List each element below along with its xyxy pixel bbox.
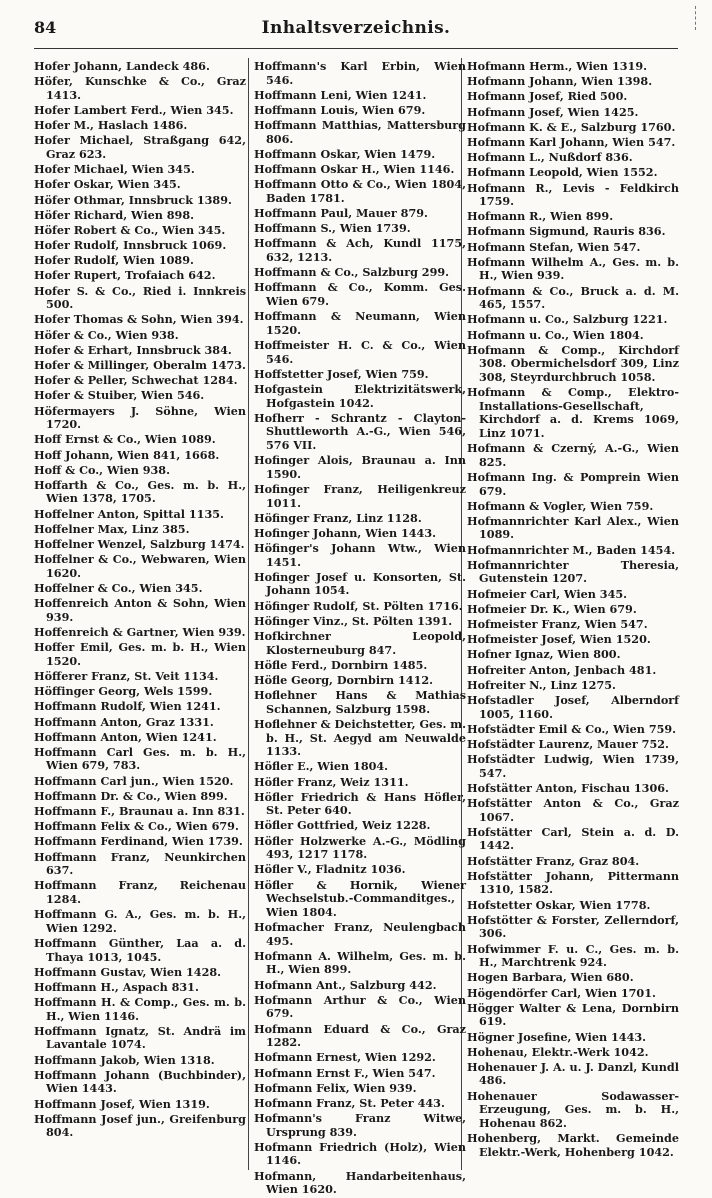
index-entry: Hofmann Ernst F., Wien 547. <box>254 1065 436 1080</box>
index-entry: Hoffmann Rudolf, Wien 1241. <box>34 699 221 714</box>
index-entry: Hofmann L., Nußdorf 836. <box>467 150 633 165</box>
index-entry: Hofmann Leopold, Wien 1552. <box>467 165 658 180</box>
index-entry: Hofer Johann, Landeck 486. <box>34 59 210 73</box>
index-entry: Hoffer Emil, Ges. m. b. H., Wien 1520. <box>34 640 246 668</box>
column-divider <box>248 58 249 1170</box>
index-entry: Hofmann u. Co., Wien 1804. <box>467 327 644 342</box>
index-entry: Hofmann Karl Johann, Wien 547. <box>467 134 676 149</box>
index-entry: Hogen Barbara, Wien 680. <box>467 970 634 985</box>
index-entry: Hofstädter Laurenz, Mauer 752. <box>467 736 669 751</box>
index-entry: Hoffmann S., Wien 1739. <box>254 221 411 236</box>
index-entry: Höfler Gottfried, Weiz 1228. <box>254 818 431 833</box>
index-entry: Högendörfer Carl, Wien 1701. <box>467 985 656 1000</box>
index-entry: Hoffelner Anton, Spittal 1135. <box>34 506 224 521</box>
index-entry: Hoffmann & Neumann, Wien 1520. <box>254 309 466 337</box>
index-entry: Hoffmann Paul, Mauer 879. <box>254 206 428 221</box>
index-entry: Hofer Lambert Ferd., Wien 345. <box>34 102 234 117</box>
index-entry: Hofmannrichter Theresia, Gutenstein 1207. <box>467 557 679 586</box>
index-entry: Hofstädter Ludwig, Wien 1739, 547. <box>467 752 679 780</box>
index-entry: Hoffmann Dr. & Co., Wien 899. <box>34 788 228 803</box>
index-entry: Hofmann Herm., Wien 1319. <box>467 59 647 73</box>
index-entry: Hohenauer J. A. u. J. Danzl, Kundl 486. <box>467 1059 679 1088</box>
index-entry: Höfer Othmar, Innsbruck 1389. <box>34 192 232 207</box>
index-entry: Höfler Franz, Weiz 1311. <box>254 774 409 789</box>
index-entry: Hofmeister Franz, Wien 547. <box>467 617 648 631</box>
index-entry: Hofstätter Anton & Co., Graz 1067. <box>467 796 679 824</box>
index-entry: Hofreiter Anton, Jenbach 481. <box>467 662 657 677</box>
page-title: Inhaltsverzeichnis. <box>261 18 451 38</box>
index-entry: Högger Walter & Lena, Dornbirn 619. <box>467 1000 679 1029</box>
index-entry: Hoffmann Carl jun., Wien 1520. <box>34 773 234 788</box>
index-entry: Hoffenreich Anton & Sohn, Wien 939. <box>34 596 246 624</box>
index-entry: Hofmann Sigmund, Rauris 836. <box>467 224 666 239</box>
index-entry: Hofstätter Franz, Graz 804. <box>467 853 640 868</box>
index-column-3 <box>467 60 679 1161</box>
index-entry: Hoffmann Oskar H., Wien 1146. <box>254 162 455 177</box>
index-entry: Hoffmann & Ach, Kundl 1175, 632, 1213. <box>254 236 466 265</box>
index-entry: Hoff & Co., Wien 938. <box>34 462 170 477</box>
index-entry: Hoffelner Wenzel, Salzburg 1474. <box>34 537 245 552</box>
index-entry: Höfer, Kunschke & Co., Graz 1413. <box>34 74 246 102</box>
index-entry: Hofmann's Franz Witwe, Ursprung 839. <box>254 1111 466 1139</box>
index-entry: Hoffmeister H. C. & Co., Wien 546. <box>254 338 466 366</box>
index-entry: Hoffmann Johann (Buchbinder), Wien 1443. <box>34 1067 246 1096</box>
index-entry: Hofmann Eduard & Co., Graz 1282. <box>254 1021 466 1050</box>
index-entry: Hoflehner Hans & Mathias Schannen, Salzburg 1598. <box>254 688 466 716</box>
index-entry: Hoffmann Ignatz, St. Andrä im Lavantale 1074. <box>34 1023 246 1052</box>
index-entry: Hoffmann Oskar, Wien 1479. <box>254 146 436 161</box>
index-entry: Hofer Oskar, Wien 345. <box>34 177 181 192</box>
index-entry: Hofherr - Schrantz - Clayton-Shuttleworth A.-G., Wien 546, 576 VII. <box>254 410 466 452</box>
page-header <box>34 18 678 42</box>
index-entry: Hoffelner Max, Linz 385. <box>34 521 190 536</box>
index-entry: Hofmeister Josef, Wien 1520. <box>467 632 651 647</box>
index-entry: Hofmann Friedrich (Holz), Wien 1146. <box>254 1139 466 1168</box>
index-entry: Hofmann Wilhelm A., Ges. m. b. H., Wien 939. <box>467 254 679 283</box>
index-entry: Hoffenreich & Gartner, Wien 939. <box>34 624 246 639</box>
index-entry: Hofmannrichter Karl Alex., Wien 1089. <box>467 513 679 542</box>
index-entry: Hofwimmer F. u. C., Ges. m. b. H., Marchtrenk 924. <box>467 941 679 970</box>
index-entry: Hoffmann H., Aspach 831. <box>34 979 199 994</box>
index-entry: Hofstätter Anton, Fischau 1306. <box>467 780 669 795</box>
index-entry: Hofmacher Franz, Neulengbach 495. <box>254 920 466 948</box>
index-entry: Hoffmann Franz, Neunkirchen 637. <box>34 849 246 878</box>
index-entry: Hoffmann Leni, Wien 1241. <box>254 87 427 102</box>
index-entry: Hofer Michael, Wien 345. <box>34 162 195 177</box>
index-entry: Hofreiter N., Linz 1275. <box>467 677 616 692</box>
index-entry: Hoflehner & Deichstetter, Ges. m. b. H., St. Aegyd am Neuwalde 1133. <box>254 716 466 759</box>
index-entry: Hofmann Franz, St. Peter 443. <box>254 1095 445 1110</box>
index-entry: Hoff Johann, Wien 841, 1668. <box>34 447 220 462</box>
index-entry: Hofer Rudolf, Wien 1089. <box>34 253 194 268</box>
index-entry: Hofmann Stefan, Wien 547. <box>467 239 641 254</box>
index-entry: Hohenau, Elektr.-Werk 1042. <box>467 1044 649 1059</box>
index-entry: Hofer Thomas & Sohn, Wien 394. <box>34 312 244 327</box>
index-entry: Hofer S. & Co., Ried i. Innkreis 500. <box>34 283 246 312</box>
index-entry: Hofer & Stuiber, Wien 546. <box>34 388 205 403</box>
index-entry: Hofmann Josef, Ried 500. <box>467 89 628 104</box>
index-entry: Hoffmann F., Braunau a. Inn 831. <box>34 804 245 819</box>
index-entry: Höfinger Vinz., St. Pölten 1391. <box>254 613 453 628</box>
index-entry: Höfinger Rudolf, St. Pölten 1716. <box>254 598 463 613</box>
index-entry: Hoffmann Louis, Wien 679. <box>254 102 426 117</box>
index-entry: Hofmann R., Levis - Feldkirch 1759. <box>467 180 679 209</box>
index-entry: Hoffmann Anton, Graz 1331. <box>34 714 214 729</box>
index-entry: Höfermayers J. Söhne, Wien 1720. <box>34 403 246 432</box>
index-entry: Hofer Rudolf, Innsbruck 1069. <box>34 238 227 253</box>
index-entry: Hofstetter Oskar, Wien 1778. <box>467 897 651 912</box>
index-entry: Hofmann Felix, Wien 939. <box>254 1080 417 1095</box>
index-column-1 <box>34 60 246 1142</box>
index-entry: Hofmann Johann, Wien 1398. <box>467 74 653 89</box>
index-entry: Hoffmann G. A., Ges. m. b. H., Wien 1292. <box>34 907 246 935</box>
index-entry: Hoffmann's Karl Erbin, Wien 546. <box>254 59 466 87</box>
index-entry: Hofner Ignaz, Wien 800. <box>467 647 621 662</box>
index-entry: Höfler & Hornik, Wiener Wechselstub.-Commanditges., Wien 1804. <box>254 877 466 919</box>
index-entry: Höfler E., Wien 1804. <box>254 759 389 774</box>
index-entry: Hofmann & Czerný, A.-G., Wien 825. <box>467 441 679 469</box>
index-entry: Högner Josefine, Wien 1443. <box>467 1029 647 1044</box>
index-entry: Hoffarth & Co., Ges. m. b. H., Wien 1378, 1705. <box>34 477 246 506</box>
margin-mark <box>695 6 698 30</box>
index-entry: Hofmann & Comp., Kirchdorf 308. Obermichelsdorf 309, Linz 308, Steyrdurchbruch 1058. <box>467 342 679 384</box>
index-entry: Hofmann & Vogler, Wien 759. <box>467 498 654 513</box>
index-entry: Hofer & Millinger, Oberalm 1473. <box>34 357 246 372</box>
index-entry: Hoffmann Felix & Co., Wien 679. <box>34 819 239 834</box>
index-entry: Hoffmann Josef, Wien 1319. <box>34 1096 210 1111</box>
index-entry: Hoffmann Gustav, Wien 1428. <box>34 964 222 979</box>
index-entry: Höfler Friedrich & Hans Höfler, St. Peter 640. <box>254 789 466 818</box>
index-entry: Hofstätter Johann, Pittermann 1310, 1582. <box>467 868 679 897</box>
index-entry: Hoffmann Ferdinand, Wien 1739. <box>34 834 243 849</box>
index-entry: Höfler Holzwerke A.-G., Mödling 493, 1217 1178. <box>254 833 466 862</box>
index-column-2 <box>254 60 466 1198</box>
header-rule <box>34 48 678 49</box>
index-entry: Hofer & Erhart, Innsbruck 384. <box>34 342 232 357</box>
index-entry: Hofer Michael, Straßgang 642, Graz 623. <box>34 133 246 161</box>
index-entry: Hofmann K. & E., Salzburg 1760. <box>467 119 676 134</box>
index-entry: Höfle Georg, Dornbirn 1412. <box>254 672 434 687</box>
index-entry: Hoffmann & Co., Komm. Ges. Wien 679. <box>254 280 466 309</box>
index-entry: Hofmann Ernest, Wien 1292. <box>254 1050 436 1065</box>
index-entry: Höfinger's Johann Wtw., Wien 1451. <box>254 541 466 569</box>
index-entry: Höfler V., Fladnitz 1036. <box>254 862 406 877</box>
index-entry: Hoffelner & Co., Webwaren, Wien 1620. <box>34 552 246 580</box>
index-entry: Hofmann u. Co., Salzburg 1221. <box>467 312 668 327</box>
index-entry: Hofkirchner Leopold, Klosterneuburg 847. <box>254 629 466 657</box>
index-entry: Hofmann Josef, Wien 1425. <box>467 104 639 119</box>
index-entry: Hofmann, Handarbeitenhaus, Wien 1620. <box>254 1168 466 1197</box>
index-entry: Hoffmann Matthias, Mattersburg 806. <box>254 118 466 146</box>
index-entry: Hoffmann Franz, Reichenau 1284. <box>34 878 246 906</box>
index-entry: Hoffmann Anton, Wien 1241. <box>34 729 217 744</box>
index-entry: Hofstätter Carl, Stein a. d. D. 1442. <box>467 824 679 853</box>
index-entry: Hofstötter & Forster, Zellerndorf, 306. <box>467 912 679 941</box>
page-number: 84 <box>34 18 57 37</box>
index-entry: Hoff Ernst & Co., Wien 1089. <box>34 432 216 447</box>
index-entry: Hofmeier Dr. K., Wien 679. <box>467 601 637 616</box>
index-entry: Hohenberg, Markt. Gemeinde Elektr.-Werk, Hohenberg 1042. <box>467 1131 679 1159</box>
index-entry: Hofer & Peller, Schwechat 1284. <box>34 373 238 388</box>
index-entry: Hofmannrichter M., Baden 1454. <box>467 542 676 557</box>
index-entry: Hofgastein Elektrizitätswerk, Hofgastein 1042. <box>254 381 466 410</box>
index-entry: Höfferer Franz, St. Veit 1134. <box>34 668 219 683</box>
index-entry: Hofer M., Haslach 1486. <box>34 118 188 133</box>
index-entry: Hoffmann H. & Comp., Ges. m. b. H., Wien 1146. <box>34 995 246 1023</box>
index-entry: Hoffmann Otto & Co., Wien 1804, Baden 1781. <box>254 177 466 205</box>
index-entry: Hoffmann Jakob, Wien 1318. <box>34 1052 215 1067</box>
index-entry: Hofmann & Comp., Elektro-Installations-Gesellschaft, Kirchdorf a. d. Krems 1069, Linz 1071. <box>467 385 679 440</box>
index-entry: Hoffmann & Co., Salzburg 299. <box>254 265 450 280</box>
index-entry: Höfle Ferd., Dornbirn 1485. <box>254 657 428 672</box>
index-entry: Hofinger Alois, Braunau a. Inn 1590. <box>254 453 466 481</box>
index-entry: Hohenauer Sodawasser-Erzeugung, Ges. m. b. H., Hohenau 862. <box>467 1088 679 1130</box>
index-entry: Hofstadler Josef, Alberndorf 1005, 1160. <box>467 692 679 721</box>
index-entry: Hoffmann Günther, Laa a. d. Thaya 1013, 1045. <box>34 935 246 964</box>
index-entry: Höffinger Georg, Wels 1599. <box>34 684 213 699</box>
index-entry: Höfer Richard, Wien 898. <box>34 207 195 222</box>
index-entry: Hofmann R., Wien 899. <box>467 209 614 224</box>
index-entry: Hofstädter Emil & Co., Wien 759. <box>467 721 677 736</box>
index-entry: Höfinger Franz, Linz 1128. <box>254 510 422 525</box>
index-entry: Hofinger Johann, Wien 1443. <box>254 525 437 540</box>
index-entry: Höfer Robert & Co., Wien 345. <box>34 222 226 237</box>
index-entry: Hofmann A. Wilhelm, Ges. m. b. H., Wien 899. <box>254 948 466 977</box>
index-entry: Hofmann & Co., Bruck a. d. M. 465, 1557. <box>467 283 679 312</box>
index-entry: Hofinger Franz, Heiligenkreuz 1011. <box>254 481 466 510</box>
index-entry: Hofinger Josef u. Konsorten, St. Johann 1054. <box>254 569 466 598</box>
index-entry: Hoffelner & Co., Wien 345. <box>34 581 203 595</box>
index-entry: Hofmeier Carl, Wien 345. <box>467 586 628 601</box>
index-entry: Hofmann Arthur & Co., Wien 679. <box>254 992 466 1021</box>
index-entry: Hofmann Ing. & Pomprein Wien 679. <box>467 469 679 498</box>
index-entry: Hoffmann Josef jun., Greifenburg 804. <box>34 1111 246 1140</box>
index-entry: Hofer Rupert, Trofaiach 642. <box>34 268 216 283</box>
index-entry: Hoffstetter Josef, Wien 759. <box>254 366 429 381</box>
index-entry: Höfer & Co., Wien 938. <box>34 327 179 342</box>
index-entry: Hofmann Ant., Salzburg 442. <box>254 977 437 992</box>
index-entry: Hoffmann Carl Ges. m. b. H., Wien 679, 783. <box>34 744 246 773</box>
